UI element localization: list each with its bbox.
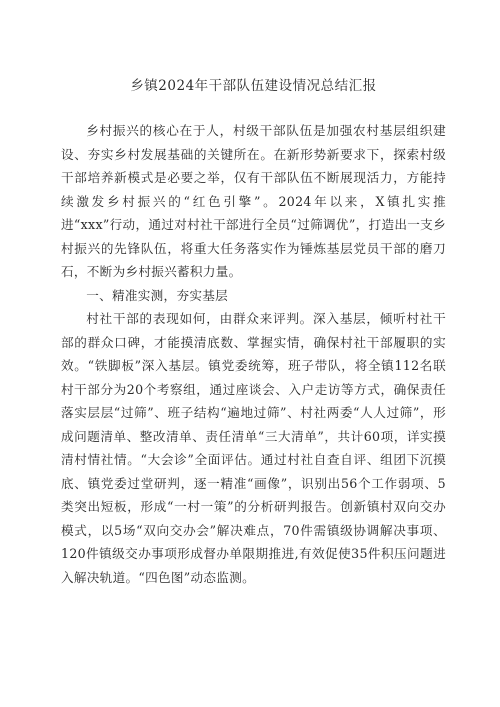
intro-paragraph: 乡村振兴的核心在于人，村级干部队伍是加强农村基层组织建设、夯实乡村发展基础的关键所在。在新形势新要求下，探索村级干部培养新模式是必要之举，仅有干部队伍不断展现活力，方能持续激发乡村振兴的“红色引擎”。2024年以来，X镇扎实推进“xxx”行动，通过对村社干部进行全员“过筛调优”，打造出一支乡村振兴的先锋队伍，将重大任务落实作为锤炼基层党员干部的磨刀石，不断为乡村振兴蓄积力量。 — [61, 123, 446, 279]
section-heading: 一、精准实测，夯实基层 — [86, 287, 229, 303]
section-body-paragraph: 村社干部的表现如何，由群众来评判。深入基层，倾听村社干部的群众口碑，才能摸清底数、掌握实情，确保村社干部履职的实效。“铁脚板”深入基层。镇党委统筹，班子带队，将全镇112名联村干部分为20个考察组，通过座谈会、入户走访等方式，确保责任落实层层“过筛”、班子结构“遍地过筛”、村社两委“人人过筛”，形成问题清单、整改清单、责任清单“三大清单”，共计60项，详实摸清村情社情。“大会诊”全面评估。通过村社自查自评、组团下沉摸底、镇党委过堂研判，逐一精准“画像”，识别出56个工作弱项、5类突出短板，形成“一村一策”的分析研判报告。创新镇村双向交办模式，以5场“双向交办会”解决难点，70件需镇级协调解决事项、120件镇级交办事项形成督办单限期推进,有效促使35件积压问题进入解决轨道。“四色图”动态监测。 — [61, 311, 446, 585]
document-title: 乡镇2024年干部队伍建设情况总结汇报 — [130, 78, 377, 94]
